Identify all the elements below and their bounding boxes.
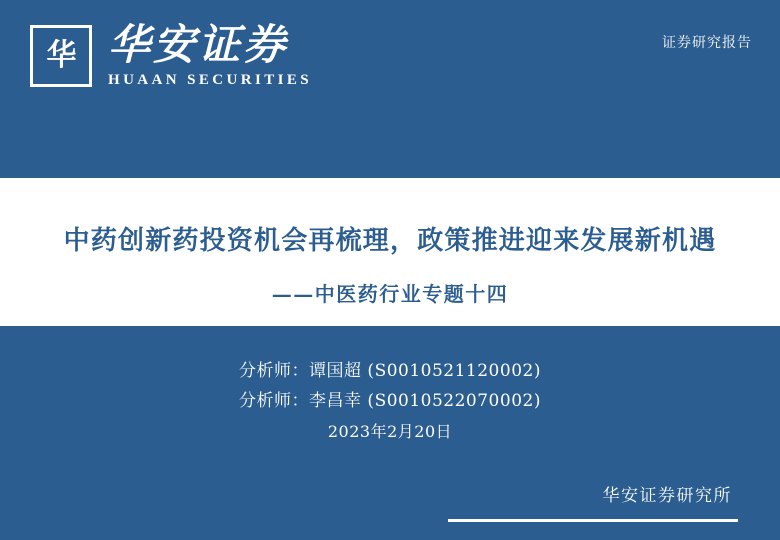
company-name-en: HUAAN SECURITIES [108,72,313,88]
logo-wordmark [108,22,312,90]
huaan-seal-logo-icon [30,25,92,87]
footer-divider [448,519,738,522]
report-type-label: 证券研究报告 [662,35,752,51]
page-subtitle: ——中医药行业专题十四 [271,282,509,306]
header-band [0,0,780,178]
institute-name: 华安证券研究所 [602,486,732,506]
page-title: 中药创新药投资机会再梳理，政策推进迎来发展新机遇 [63,226,717,256]
analyst-line-1: 分析师：谭国超 (S0010521120002) [239,361,541,381]
brand-logo [30,22,312,90]
title-area [0,178,780,326]
analyst-line-2: 分析师：李昌幸 (S0010522070002) [239,391,541,411]
publish-date: 2023年2月20日 [327,422,453,441]
footer-band [0,326,780,540]
company-name-cn: 华安证券 [108,20,289,69]
credits-block [0,356,780,448]
logo-mark-glyph: 华 [46,38,76,73]
